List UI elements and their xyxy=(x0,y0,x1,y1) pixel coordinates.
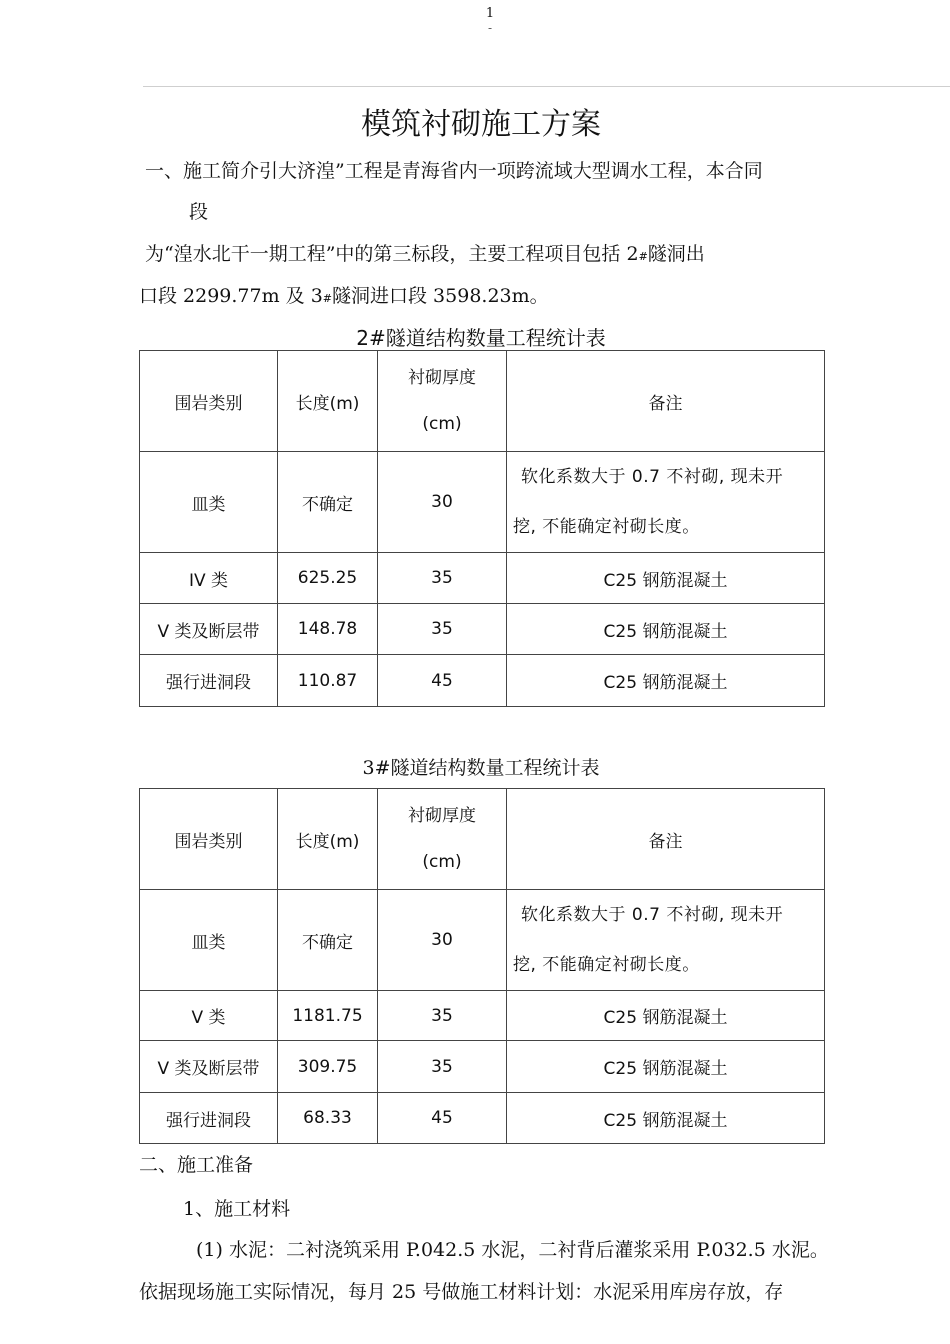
table-cell: 30 xyxy=(378,890,507,991)
intro-line-3a: 为“湟水北干一期工程”中的第三标段，主要工程项目包括 2 xyxy=(145,243,639,265)
table-cell: 68.33 xyxy=(278,1093,378,1144)
table-row xyxy=(140,1041,825,1093)
table-row xyxy=(140,890,825,991)
intro-line-2: 段 xyxy=(189,201,209,223)
table-cell: 625.25 xyxy=(278,553,378,604)
table-cell: 35 xyxy=(378,1041,507,1093)
table-cell: 110.87 xyxy=(278,655,378,707)
table-row xyxy=(140,553,825,604)
table-row xyxy=(140,452,825,553)
table-row xyxy=(140,991,825,1041)
table-cell-note xyxy=(507,452,825,553)
hash-mark: # xyxy=(638,250,648,263)
section2-item1-cont: 依据现场施工实际情况，每月 25 号做施工材料计划：水泥采用库房存放，存 xyxy=(139,1281,784,1303)
table-cell: V 类 xyxy=(140,991,278,1041)
table1-header-row xyxy=(140,351,825,452)
table2-header-cell: 长度(m) xyxy=(278,789,378,890)
table2-title: 3#隧道结构数量工程统计表 xyxy=(362,757,600,779)
table-row xyxy=(140,1093,825,1144)
table-cell: 强行进洞段 xyxy=(140,1093,278,1144)
table-cell: 45 xyxy=(378,1093,507,1144)
hash-mark-2: # xyxy=(322,292,333,305)
table-cell: 35 xyxy=(378,604,507,655)
table-cell: 309.75 xyxy=(278,1041,378,1093)
page-number-dash: - xyxy=(487,21,493,35)
table1 xyxy=(139,350,825,707)
section2-sub1: 1、施工材料 xyxy=(183,1198,291,1220)
table-cell: C25 钢筋混凝土 xyxy=(507,991,825,1041)
intro-line-4 xyxy=(139,284,549,311)
table-cell: 35 xyxy=(378,553,507,604)
table-cell: C25 钢筋混凝土 xyxy=(507,1041,825,1093)
table-row xyxy=(140,655,825,707)
table-cell: 45 xyxy=(378,655,507,707)
intro-line-3 xyxy=(145,242,705,269)
note-line: 软化系数大于 0.7 不衬砌, 现未开 xyxy=(521,467,784,487)
intro-line-3b: 隧洞出 xyxy=(647,243,705,265)
table1-header-cell xyxy=(378,351,507,452)
table-cell: C25 钢筋混凝土 xyxy=(507,553,825,604)
table-cell: 148.78 xyxy=(278,604,378,655)
table-cell: 皿类 xyxy=(140,890,278,991)
table-cell: C25 钢筋混凝土 xyxy=(507,604,825,655)
table-cell: V 类及断层带 xyxy=(140,1041,278,1093)
table2-header-row xyxy=(140,789,825,890)
table-row xyxy=(140,604,825,655)
table-cell: 不确定 xyxy=(278,452,378,553)
table1-header-cell: 备注 xyxy=(507,351,825,452)
note-line: 挖, 不能确定衬砌长度。 xyxy=(513,955,700,975)
table2 xyxy=(139,788,825,1144)
table-cell-note xyxy=(507,890,825,991)
table-cell: C25 钢筋混凝土 xyxy=(507,655,825,707)
table2-header-unit: (cm) xyxy=(422,852,462,872)
intro-line-1: 一、施工简介引大济湟”工程是青海省内一项跨流域大型调水工程，本合同 xyxy=(145,160,763,182)
table-cell: 强行进洞段 xyxy=(140,655,278,707)
table2-header-cell: 备注 xyxy=(507,789,825,890)
table-cell: C25 钢筋混凝土 xyxy=(507,1093,825,1144)
table1-header-thk: 衬砌厚度 xyxy=(408,368,476,388)
table-cell: 不确定 xyxy=(278,890,378,991)
table-cell: V 类及断层带 xyxy=(140,604,278,655)
table-cell: 35 xyxy=(378,991,507,1041)
intro-line-4a: 口段 2299.77m 及 3 xyxy=(139,285,323,307)
document-title: 模筑衬砌施工方案 xyxy=(361,107,601,142)
note-line: 软化系数大于 0.7 不衬砌, 现未开 xyxy=(521,905,784,925)
table1-header-cell: 围岩类别 xyxy=(140,351,278,452)
table2-header-thk: 衬砌厚度 xyxy=(408,806,476,826)
table1-title: 2#隧道结构数量工程统计表 xyxy=(356,326,606,350)
table2-header-cell: 围岩类别 xyxy=(140,789,278,890)
section2-item1: (1) 水泥：二衬浇筑采用 P.042.5 水泥，二衬背后灌浆采用 P.032.5 水泥。 xyxy=(196,1239,829,1261)
header-rule xyxy=(143,86,950,87)
note-line: 挖, 不能确定衬砌长度。 xyxy=(513,517,700,537)
table2-header-cell xyxy=(378,789,507,890)
page-number: 1 xyxy=(485,6,495,21)
table-cell: 1181.75 xyxy=(278,991,378,1041)
table-cell: IV 类 xyxy=(140,553,278,604)
section2-heading: 二、施工准备 xyxy=(139,1154,254,1176)
table1-header-unit: (cm) xyxy=(422,414,462,434)
table1-header-cell: 长度(m) xyxy=(278,351,378,452)
table-cell: 30 xyxy=(378,452,507,553)
intro-line-4b: 隧洞进口段 3598.23m。 xyxy=(332,285,549,307)
table-cell: 皿类 xyxy=(140,452,278,553)
